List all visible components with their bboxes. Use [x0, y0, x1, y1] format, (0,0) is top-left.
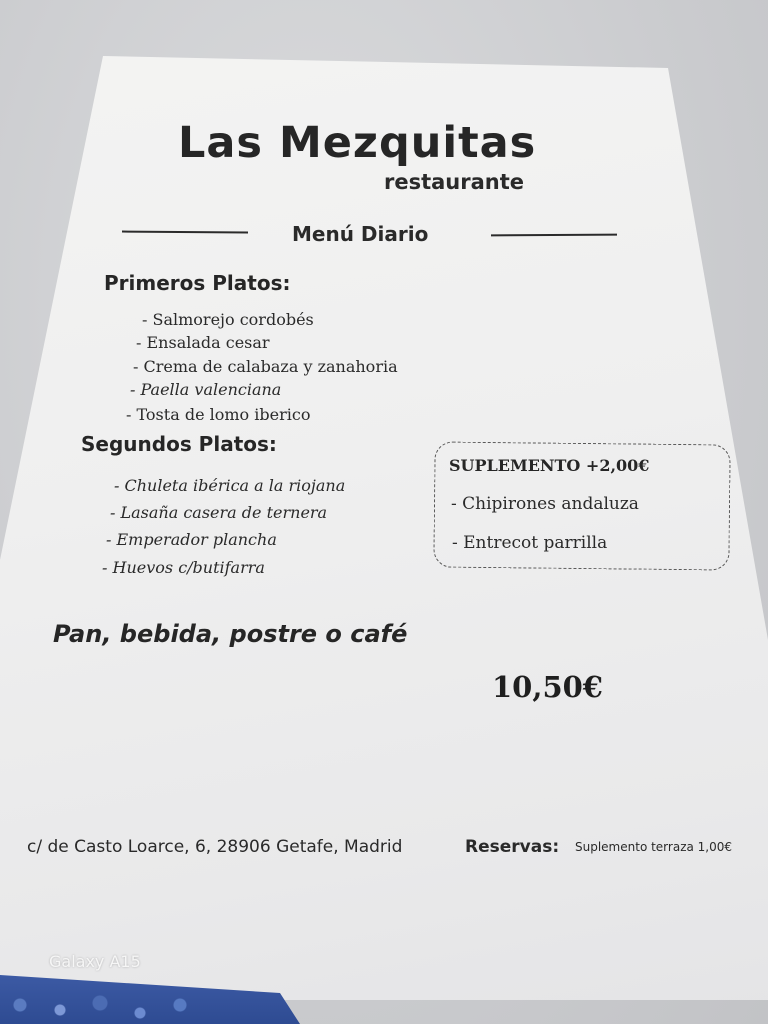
second-courses-heading: Segundos Platos:: [81, 432, 277, 456]
first-course-item: - Tosta de lomo iberico: [126, 405, 311, 424]
second-course-item: - Chuleta ibérica a la riojana: [114, 476, 346, 495]
first-course-item: - Paella valenciana: [130, 380, 282, 399]
first-courses-heading: Primeros Platos:: [104, 271, 291, 295]
second-course-item: - Emperador plancha: [106, 530, 277, 549]
menu-price: 10,50€: [492, 670, 603, 704]
supplement-title: SUPLEMENTO +2,00€: [449, 456, 650, 475]
first-course-item: - Ensalada cesar: [136, 333, 270, 352]
restaurant-type: restaurante: [384, 170, 525, 194]
address: c/ de Casto Loarce, 6, 28906 Getafe, Madrid: [27, 837, 403, 857]
supplement-item: - Entrecot parrilla: [452, 533, 608, 553]
second-course-item: - Lasaña casera de ternera: [110, 503, 328, 522]
first-course-item: - Salmorejo cordobés: [142, 310, 314, 329]
camera-watermark: Galaxy A15: [49, 952, 141, 971]
supplement-item: - Chipirones andaluza: [451, 494, 639, 514]
first-course-item: - Crema de calabaza y zanahoria: [133, 357, 398, 376]
menu-title: Menú Diario: [292, 222, 429, 246]
second-course-item: - Huevos c/butifarra: [102, 558, 265, 577]
terrace-supplement: Suplemento terraza 1,00€: [575, 840, 733, 854]
menu-includes: Pan, bebida, postre o café: [53, 620, 408, 648]
reservations-label: Reservas:: [465, 837, 560, 857]
restaurant-name: Las Mezquitas: [178, 118, 537, 168]
